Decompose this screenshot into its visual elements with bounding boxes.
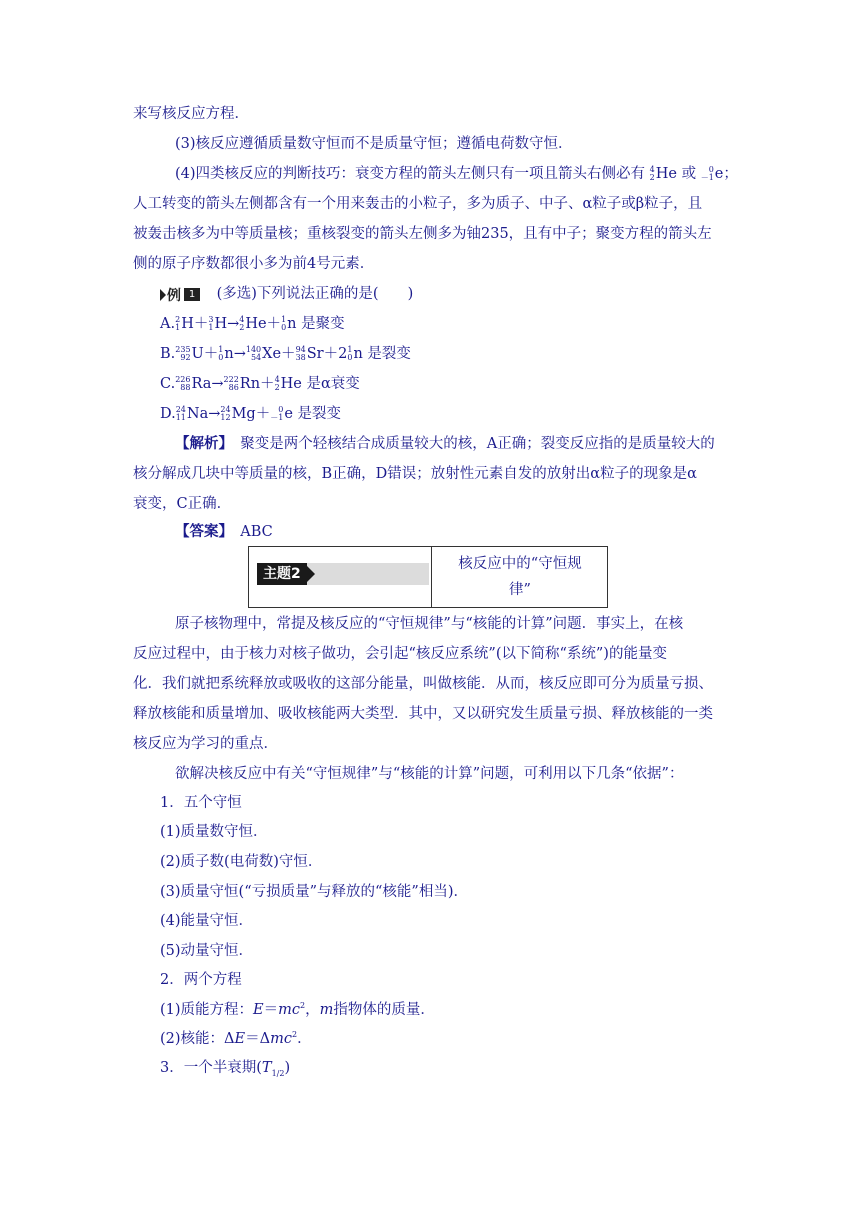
option-d: D. 24 11 Na→ 24 12 Mg＋ 0 －1 e 是裂变 [160,405,342,422]
list-item: (3)质量守恒(“亏损质量”与释放的“核能”相当)． [160,884,469,900]
topic-bar [257,563,429,585]
text-line: 欲解决核反应中有关“守恒规律”与“核能的计算”问题，可利用以下几条“依据”： [175,766,684,782]
text-line [175,164,738,184]
section-heading: 1．五个守恒 [160,795,242,811]
text-segment: 或 [681,166,697,182]
topic-tag-cell [249,547,432,607]
element-symbol: e； [714,166,738,182]
text-line: 释放核能和质量增加、吸收核能两大类型．其中，又以研究发生质量亏损、释放核能的一类 [133,706,713,722]
example-question [160,284,413,304]
text-line: 衰变，C正确． [133,496,232,512]
text-line: 原子核物理中，常提及核反应的“守恒规律”与“核能的计算”问题．事实上，在核 [175,616,684,632]
isotope-notation: 0 －1 [700,165,714,182]
topic-title: 核反应中的“守恒规 律” [458,556,582,598]
text-line: 反应过程中，由于核力对核子做功，会引起“核反应系统”(以下简称“系统”)的能量变 [133,646,667,662]
isotope-notation: 4 2 [649,165,655,182]
arrow-icon [160,289,166,301]
analysis-label: 【解析】 [175,435,226,452]
list-item: (1)质量数守恒． [160,824,268,840]
text-line: (3)核反应遵循质量数守恒而不是质量守恒；遵循电荷数守恒． [175,136,573,152]
list-item: (2)质子数(电荷数)守恒． [160,854,323,870]
text-segment: (4)四类核反应的判断技巧：衰变方程的箭头左侧只有一项且箭头右侧必有 [175,166,646,182]
list-item: (2)核能：ΔE＝Δmc$^2$． [160,1030,312,1047]
text-line: 侧的原子序数都很小多为前4号元素． [133,256,375,272]
element-symbol: He [655,166,677,182]
text-line: 核反应为学习的重点． [133,736,278,752]
example-badge: 例 1 [160,287,202,302]
list-item: (4)能量守恒． [160,913,254,929]
text-line: 核分解成几块中等质量的核，B正确，D错误；放射性元素自发的放射出α粒子的现象是α [133,466,697,482]
analysis-line: 【解析】 聚变是两个轻核结合成质量较大的核，A正确；裂变反应指的是质量较大的 [175,435,715,452]
section-heading: 2．两个方程 [160,972,242,988]
list-item: (1)质能方程：$E=mc^2$，m指物体的质量． [160,1001,435,1018]
answer-label: 【答案】 [175,523,226,540]
text-line: 化．我们就把系统释放或吸收的这部分能量，叫做核能．从而，核反应即可分为质量亏损、 [133,676,713,692]
section-heading: 3．一个半衰期$(T_{1/2})$ [160,1060,291,1078]
topic-tag: 主题2 [257,563,307,585]
answer-line [175,522,273,542]
question-text: (多选)下列说法正确的是( ) [216,286,414,302]
topic-header [248,546,608,608]
answer-value: ABC [240,524,273,540]
option-b: B. 235 92 U＋ 1 0 n→ 140 54 Xe＋ 94 38 Sr＋2 1 0 n 是裂变 [160,345,411,362]
option-a: A. 2 1 H＋ 3 1 H→ 4 2 He＋ 1 0 n 是聚变 [160,315,345,332]
option-c: C. 226 88 Ra→ 222 86 Rn＋ 4 2 He 是α衰变 [160,375,360,392]
list-item: (5)动量守恒． [160,943,254,959]
text-line: 来写核反应方程． [133,106,249,122]
text-line: 人工转变的箭头左侧都含有一个用来轰击的小粒子，多为质子、中子、α粒子或β粒子，且 [133,196,703,212]
text-line: 被轰击核多为中等质量核；重核裂变的箭头左侧多为铀235，且有中子；聚变方程的箭头左 [133,226,712,242]
